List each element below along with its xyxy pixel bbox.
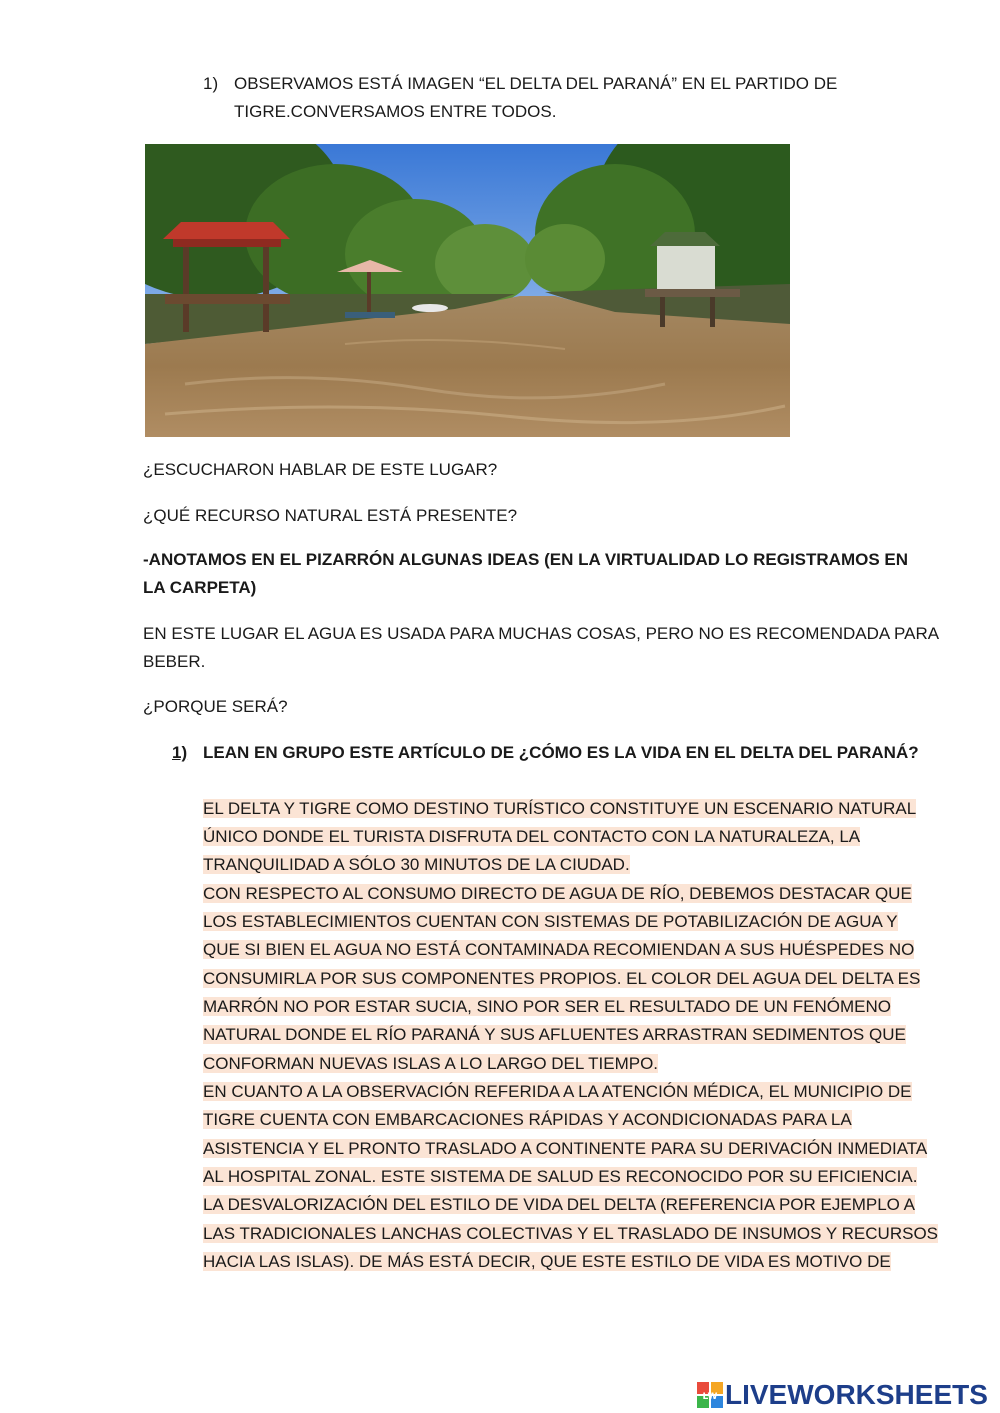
article-line: CONSUMIRLA POR SUS COMPONENTES PROPIOS. EL COLOR DEL AGUA DEL DELTA ES (203, 969, 921, 988)
article-line: AL HOSPITAL ZONAL. ESTE SISTEMA DE SALUD ES RECONOCIDO POR SU EFICIENCIA. (203, 1167, 918, 1186)
delta-photo (145, 144, 790, 437)
logo-badge-text: LW (702, 1392, 718, 1402)
article-line: LA DESVALORIZACIÓN DEL ESTILO DE VIDA DEL DELTA (REFERENCIA POR EJEMPLO A (203, 1195, 915, 1214)
article-line: LOS ESTABLECIMIENTOS CUENTAN CON SISTEMAS DE POTABILIZACIÓN DE AGUA Y (203, 912, 898, 931)
article-line: CON RESPECTO AL CONSUMO DIRECTO DE AGUA DE RÍO, DEBEMOS DESTACAR QUE (203, 884, 912, 903)
task-number: 1) (172, 743, 188, 762)
article-line: MARRÓN NO POR ESTAR SUCIA, SINO POR SER EL RESULTADO DE UN FENÓMENO (203, 997, 891, 1016)
intro-line-2: TIGRE.CONVERSAMOS ENTRE TODOS. (234, 102, 557, 121)
article-line: NATURAL DONDE EL RÍO PARANÁ Y SUS AFLUENTES ARRASTRAN SEDIMENTOS QUE (203, 1025, 906, 1044)
question-why: ¿PORQUE SERÁ? (143, 697, 288, 716)
intro-number: 1) (203, 74, 219, 93)
article-line: ÚNICO DONDE EL TURISTA DISFRUTA DEL CONTACTO CON LA NATURALEZA, LA (203, 827, 861, 846)
question-natural-resource: ¿QUÉ RECURSO NATURAL ESTÁ PRESENTE? (143, 506, 518, 525)
liveworksheets-logo[interactable] (697, 1378, 988, 1412)
article-line: EN CUANTO A LA OBSERVACIÓN REFERIDA A LA ATENCIÓN MÉDICA, EL MUNICIPIO DE (203, 1082, 912, 1101)
statement-line-1: EN ESTE LUGAR EL AGUA ES USADA PARA MUCHAS COSAS, PERO NO ES RECOMENDADA PARA (143, 624, 940, 643)
task-text: LEAN EN GRUPO ESTE ARTÍCULO DE ¿CÓMO ES LA VIDA EN EL DELTA DEL PARANÁ? (203, 743, 919, 762)
article-line: LAS TRADICIONALES LANCHAS COLECTIVAS Y EL TRASLADO DE INSUMOS Y RECURSOS (203, 1224, 939, 1243)
instruction-line-2: LA CARPETA) (143, 578, 257, 597)
delta-river-image (145, 144, 790, 437)
article-line: ASISTENCIA Y EL PRONTO TRASLADO A CONTINENTE PARA SU DERIVACIÓN INMEDIATA (203, 1139, 928, 1158)
article-line: EL DELTA Y TIGRE COMO DESTINO TURÍSTICO CONSTITUYE UN ESCENARIO NATURAL (203, 799, 917, 818)
liveworksheets-text: LIVEWORKSHEETS (725, 1379, 988, 1410)
article-line: TIGRE CUENTA CON EMBARCACIONES RÁPIDAS Y ACONDICIONADAS PARA LA (203, 1110, 852, 1129)
article-line: HACIA LAS ISLAS). DE MÁS ESTÁ DECIR, QUE ESTE ESTILO DE VIDA ES MOTIVO DE (203, 1252, 891, 1271)
article-line: CONFORMAN NUEVAS ISLAS A LO LARGO DEL TIEMPO. (203, 1054, 659, 1073)
instruction-line-1: -ANOTAMOS EN EL PIZARRÓN ALGUNAS IDEAS (EN LA VIRTUALIDAD LO REGISTRAMOS EN (143, 550, 909, 569)
question-heard-place: ¿ESCUCHARON HABLAR DE ESTE LUGAR? (143, 460, 498, 479)
article-line: TRANQUILIDAD A SÓLO 30 MINUTOS DE LA CIUDAD. (203, 855, 630, 874)
liveworksheets-badge-icon (697, 1382, 723, 1408)
statement-line-2: BEBER. (143, 652, 206, 671)
intro-line-1: OBSERVAMOS ESTÁ IMAGEN “EL DELTA DEL PARANÁ” EN EL PARTIDO DE (234, 74, 838, 93)
article-line: QUE SI BIEN EL AGUA NO ESTÁ CONTAMINADA RECOMIENDAN A SUS HUÉSPEDES NO (203, 940, 915, 959)
